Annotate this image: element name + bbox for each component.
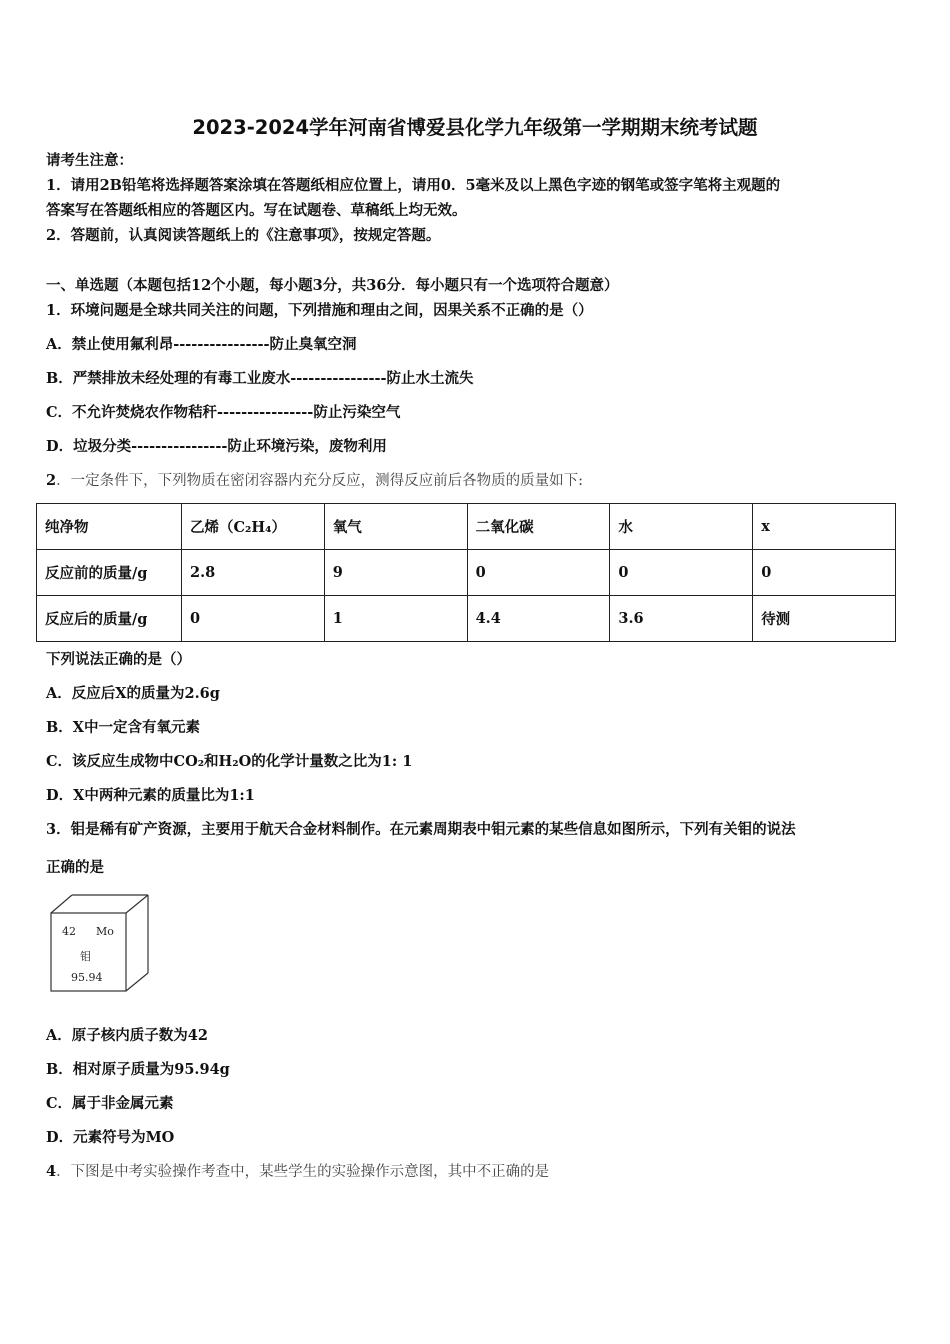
table-cell: 纯净物 (37, 504, 182, 550)
q3-stem-line-1: 3．钼是稀有矿产资源，主要用于航天合金材料制作。在元素周期表中钼元素的某些信息如图所示，下列有关钼的说法 (46, 821, 796, 838)
table-cell: 0 (610, 550, 753, 596)
q3-option-b: B．相对原子质量为95.94g (46, 1061, 230, 1078)
table-cell: 0 (753, 550, 896, 596)
q1-option-a: A．禁止使用氟利昂----------------防止臭氧空洞 (46, 336, 357, 353)
q2-stem: ．一定条件下，下列物质在密闭容器内充分反应，测得反应前后各物质的质量如下: (56, 473, 583, 489)
q1-option-b: B．严禁排放未经处理的有毒工业废水----------------防止水土流失 (46, 370, 474, 387)
element-card-molybdenum (46, 893, 156, 997)
element-symbol: Mo (96, 925, 114, 938)
notice-line-3: 2．答题前，认真阅读答题纸上的《注意事项》，按规定答题。 (46, 227, 441, 244)
q1-option-d: D．垃圾分类----------------防止环境污染，废物利用 (46, 438, 387, 455)
table-cell: x (753, 504, 896, 550)
element-name: 钼 (80, 950, 91, 963)
table-cell: 反应前的质量/g (37, 550, 182, 596)
q2-option-d: D．X中两种元素的质量比为1:1 (46, 787, 255, 804)
page-title: 2023-2024学年河南省博爱县化学九年级第一学期期末统考试题 (192, 116, 758, 139)
q2-option-c: C．该反应生成物中CO₂和H₂O的化学计量数之比为1: 1 (46, 753, 413, 770)
table-cell: 1 (324, 596, 467, 642)
table-cell: 2.8 (182, 550, 325, 596)
table-cell: 氧气 (324, 504, 467, 550)
q2-stem-line (46, 471, 583, 491)
q3-option-d: D．元素符号为MO (46, 1129, 175, 1146)
q1-stem: 1．环境问题是全球共同关注的问题，下列措施和理由之间，因果关系不正确的是（） (46, 302, 593, 319)
element-atomic-number: 42 (62, 925, 76, 938)
notice-line-2: 答案写在答题纸相应的答题区内。写在试题卷、草稿纸上均无效。 (46, 202, 467, 219)
q2-option-b: B．X中一定含有氧元素 (46, 719, 201, 736)
mass-table (36, 503, 896, 642)
q4-stem: ．下图是中考实验操作考查中，某些学生的实验操作示意图，其中不正确的是 (56, 1164, 550, 1180)
table-cell: 3.6 (610, 596, 753, 642)
q3-option-a: A．原子核内质子数为42 (46, 1027, 208, 1044)
q2-number: 2 (46, 472, 57, 489)
table-row-after (37, 596, 896, 642)
table-cell: 0 (182, 596, 325, 642)
table-cell: 水 (610, 504, 753, 550)
q1-option-c: C．不允许焚烧农作物秸秆----------------防止污染空气 (46, 404, 401, 421)
notice-heading: 请考生注意： (46, 152, 133, 169)
table-cell: 反应后的质量/g (37, 596, 182, 642)
q3-stem-line-2: 正确的是 (46, 859, 104, 876)
table-cell: 二氧化碳 (467, 504, 610, 550)
table-cell: 待测 (753, 596, 896, 642)
table-row-before (37, 550, 896, 596)
q2-prompt: 下列说法正确的是（） (46, 651, 191, 668)
section-heading: 一、单选题（本题包括12个小题，每小题3分，共36分．每小题只有一个选项符合题意） (46, 277, 619, 294)
notice-line-1: 1．请用2B铅笔将选择题答案涂填在答题纸相应位置上，请用0．5毫米及以上黑色字迹的钢笔或签字笔将主观题的 (46, 177, 781, 194)
table-cell: 0 (467, 550, 610, 596)
q3-option-c: C．属于非金属元素 (46, 1095, 174, 1112)
table-cell: 4.4 (467, 596, 610, 642)
table-cell: 乙烯（C₂H₄） (182, 504, 325, 550)
q4-stem-line (46, 1162, 549, 1182)
table-row-header (37, 504, 896, 550)
element-atomic-mass: 95.94 (71, 971, 103, 984)
q2-option-a: A．反应后X的质量为2.6g (46, 685, 220, 702)
q4-number: 4 (46, 1163, 57, 1180)
table-cell: 9 (324, 550, 467, 596)
